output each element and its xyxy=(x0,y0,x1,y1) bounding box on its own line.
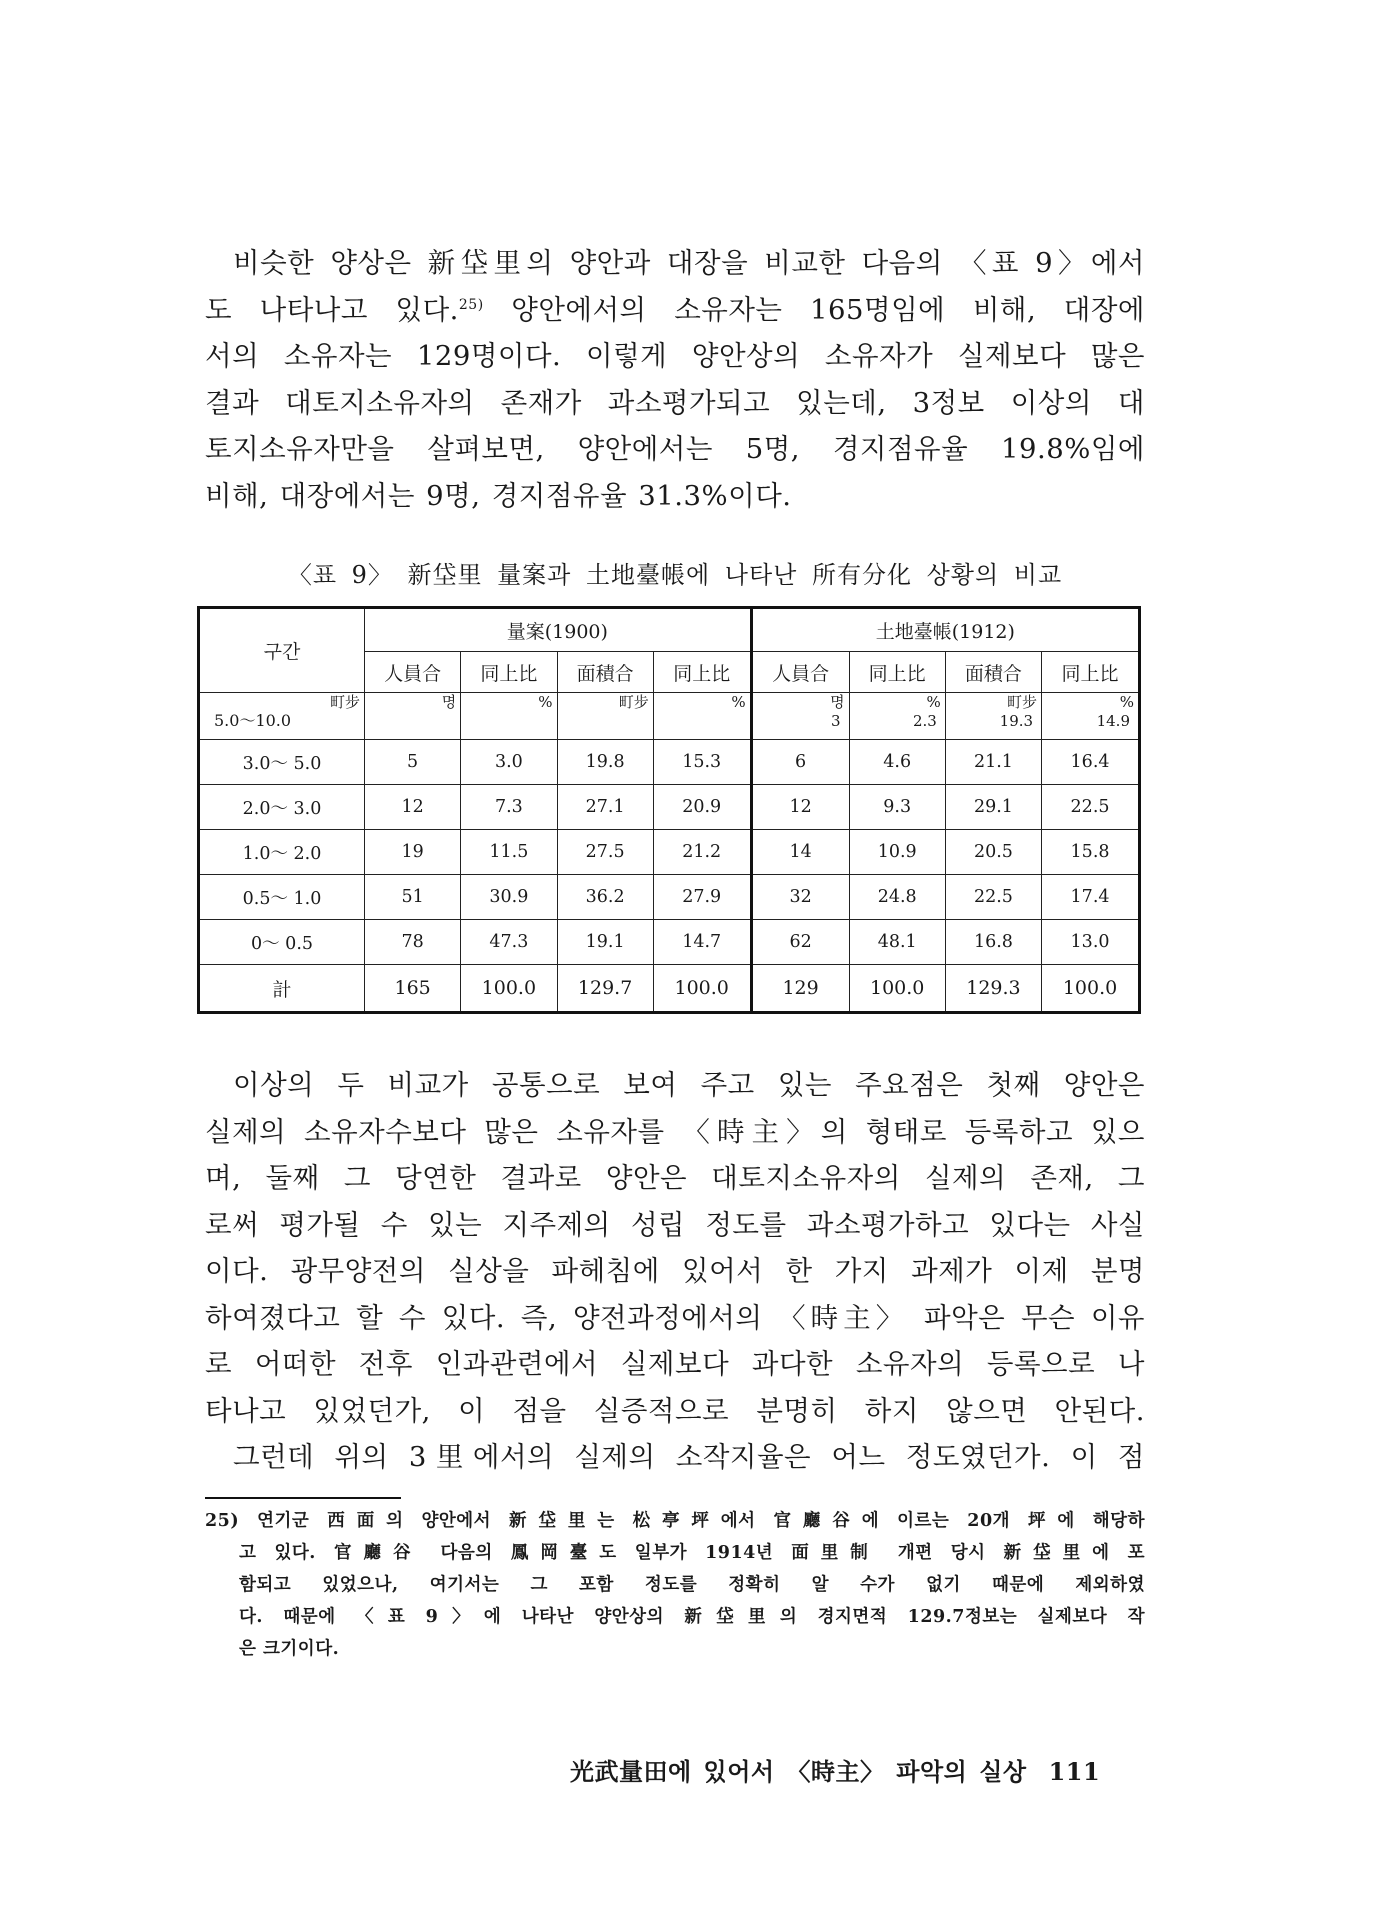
table-cell: 14 xyxy=(751,830,849,875)
table-cell: 20.5 xyxy=(945,830,1041,875)
table-cell: 100.0 xyxy=(461,965,557,1013)
table-cell: 19.1 xyxy=(557,920,653,965)
table-cell: 10.9 xyxy=(849,830,945,875)
table-cell: 17.4 xyxy=(1042,875,1140,920)
total-label: 計 xyxy=(199,965,365,1013)
text-line: 로 어떠한 전후 인과관련에서 실제보다 과다한 소유자의 등록으로 나 xyxy=(205,1348,1145,1380)
table-caption: 〈표 9〉 新垈里 量案과 土地臺帳에 나타난 所有分化 상황의 비교 xyxy=(287,561,1063,589)
value: 14.9 xyxy=(1096,712,1130,730)
table-row xyxy=(199,830,1140,875)
table-cell: 11.5 xyxy=(461,830,557,875)
table-cell: 20.9 xyxy=(653,785,751,830)
table-cell: 100.0 xyxy=(849,965,945,1013)
text-line: 서의 소유자는 129명이다. 이렇게 양안상의 소유자가 실제보다 많은 xyxy=(205,340,1145,372)
text-line: 비슷한 양상은 新垈里의 양안과 대장을 비교한 다음의 〈표 9〉에서 xyxy=(233,247,1145,279)
text-line: 그런데 위의 3里에서의 실제의 소작지율은 어느 정도였던가. 이 점 xyxy=(233,1441,1145,1473)
table-cell xyxy=(557,693,653,740)
table-cell: 16.4 xyxy=(1042,740,1140,785)
total-row xyxy=(199,965,1140,1013)
row-label: 0～ 0.5 xyxy=(199,920,365,965)
table-cell xyxy=(653,693,751,740)
table-cell: 24.8 xyxy=(849,875,945,920)
table-cell: 32 xyxy=(751,875,849,920)
footnote-line: 다. 때문에 〈표 9〉에 나타난 양안상의 新垈里의 경지면적 129.7정보는 실제보다 작 xyxy=(239,1606,1145,1627)
table-cell: 7.3 xyxy=(461,785,557,830)
unit: 명 xyxy=(830,693,845,711)
footnote-rule xyxy=(205,1497,401,1499)
table-cell xyxy=(461,693,557,740)
table-cell: 47.3 xyxy=(461,920,557,965)
table-cell: 19.8 xyxy=(557,740,653,785)
row-label: 1.0～ 2.0 xyxy=(199,830,365,875)
table-row xyxy=(199,693,1140,740)
value: 2.3 xyxy=(912,712,937,730)
table-cell: 30.9 xyxy=(461,875,557,920)
text-line xyxy=(205,287,1145,334)
text-line: 하여졌다고 할 수 있다. 즉, 양전과정에서의 〈時主〉 파악은 무슨 이유 xyxy=(205,1301,1145,1334)
table-row xyxy=(199,920,1140,965)
value: 3 xyxy=(831,712,841,730)
unit-label: 町步 xyxy=(329,693,360,711)
table-cell: 29.1 xyxy=(945,785,1041,830)
table-cell: 129 xyxy=(751,965,849,1013)
unit: 町步 xyxy=(1007,693,1038,711)
table-cell: 100.0 xyxy=(653,965,751,1013)
table-cell: 22.5 xyxy=(1042,785,1140,830)
row-label: 0.5～ 1.0 xyxy=(199,875,365,920)
table-cell: 21.2 xyxy=(653,830,751,875)
text-line: 토지소유자만을 살펴보면, 양안에서는 5명, 경지점유율 19.8%임에 xyxy=(205,433,1145,465)
text-line: 실제의 소유자수보다 많은 소유자를 〈時主〉의 형태로 등록하고 있으 xyxy=(205,1115,1145,1148)
text-line: 결과 대토지소유자의 존재가 과소평가되고 있는데, 3정보 이상의 대 xyxy=(205,386,1145,419)
subheader: 面積合 xyxy=(557,652,653,693)
footnote xyxy=(205,1505,1145,1665)
footnote-line: 고 있다. 官廳谷 다음의 鳳岡臺도 일부가 1914년 面里制 개편 당시 新垈里에 포 xyxy=(239,1542,1145,1563)
row-label: 3.0～ 5.0 xyxy=(199,740,365,785)
footnote-ref: 25) xyxy=(458,296,484,313)
table-cell: 27.5 xyxy=(557,830,653,875)
running-title: 光武量田에 있어서 〈時主〉 파악의 실상 xyxy=(570,1757,1027,1786)
table-cell: 129.3 xyxy=(945,965,1041,1013)
text-line: 이상의 두 비교가 공통으로 보여 주고 있는 주요점은 첫째 양안은 xyxy=(233,1069,1145,1101)
subheader: 同上比 xyxy=(653,652,751,693)
group-header-2: 土地臺帳(1912) xyxy=(751,608,1139,652)
table-cell: 27.1 xyxy=(557,785,653,830)
subheader: 人員合 xyxy=(365,652,461,693)
unit: 町步 xyxy=(618,693,649,711)
subheader: 同上比 xyxy=(849,652,945,693)
unit: % xyxy=(926,693,941,711)
text-line: 이다. 광무양전의 실상을 파헤침에 있어서 한 가지 과제가 이제 분명 xyxy=(205,1255,1145,1287)
table-cell: 9.3 xyxy=(849,785,945,830)
table-cell: 19 xyxy=(365,830,461,875)
footnote-line: 은 크기이다. xyxy=(239,1638,340,1659)
table-cell: 129.7 xyxy=(557,965,653,1013)
table-row xyxy=(199,785,1140,830)
group-header-1: 量案(1900) xyxy=(365,608,752,652)
table-cell xyxy=(945,693,1041,740)
page-content xyxy=(205,240,1145,1665)
table-cell: 16.8 xyxy=(945,920,1041,965)
paragraph-2 xyxy=(205,1062,1145,1481)
table-cell xyxy=(365,693,461,740)
subheader: 同上比 xyxy=(1042,652,1140,693)
table-corner: 구간 xyxy=(199,608,365,693)
text-segment: 도 나타나고 있다. xyxy=(205,293,459,326)
text-line: 타나고 있었던가, 이 점을 실증적으로 분명히 하지 않으면 안된다. xyxy=(205,1394,1145,1427)
row-label xyxy=(199,693,365,740)
text-line: 며, 둘째 그 당연한 결과로 양안은 대토지소유자의 실제의 존재, 그 xyxy=(205,1162,1145,1194)
table-cell: 5 xyxy=(365,740,461,785)
table-cell: 12 xyxy=(365,785,461,830)
footnote-line: 함되고 있었으나, 여기서는 그 포함 정도를 정확히 알 수가 없기 때문에 제외하였 xyxy=(239,1574,1145,1595)
table-cell: 6 xyxy=(751,740,849,785)
unit: % xyxy=(731,693,746,711)
table-cell: 51 xyxy=(365,875,461,920)
table-cell: 36.2 xyxy=(557,875,653,920)
subheader: 同上比 xyxy=(461,652,557,693)
text-segment: 양안에서의 소유자는 165명임에 비해, 대장에 xyxy=(511,293,1145,326)
table-cell xyxy=(1042,693,1140,740)
table-row xyxy=(199,740,1140,785)
table-cell: 100.0 xyxy=(1042,965,1140,1013)
table-cell: 78 xyxy=(365,920,461,965)
footnote-line: 25) 연기군 西面의 양안에서 新垈里는 松亭坪에서 官廳谷에 이르는 20개 坪에 해당하 xyxy=(205,1510,1145,1531)
table-row xyxy=(199,875,1140,920)
subheader: 人員合 xyxy=(751,652,849,693)
value: 19.3 xyxy=(999,712,1034,730)
comparison-table xyxy=(197,606,1141,1014)
table-cell: 3.0 xyxy=(461,740,557,785)
table-cell xyxy=(849,693,945,740)
table-cell: 15.8 xyxy=(1042,830,1140,875)
table-cell: 13.0 xyxy=(1042,920,1140,965)
table-cell: 4.6 xyxy=(849,740,945,785)
table-cell: 21.1 xyxy=(945,740,1041,785)
paragraph-1 xyxy=(205,240,1145,519)
unit: % xyxy=(1119,693,1134,711)
text-line: 비해, 대장에서는 9명, 경지점유율 31.3%이다. xyxy=(205,479,792,512)
table-cell: 22.5 xyxy=(945,875,1041,920)
subheader: 面積合 xyxy=(945,652,1041,693)
table-cell: 165 xyxy=(365,965,461,1013)
running-footer xyxy=(570,1752,1100,1787)
unit: % xyxy=(538,693,553,711)
unit: 명 xyxy=(441,693,457,711)
table-cell: 48.1 xyxy=(849,920,945,965)
table-cell xyxy=(751,693,849,740)
range-label: 5.0～10.0 xyxy=(214,711,292,730)
page-number: 111 xyxy=(1048,1757,1101,1786)
table-cell: 12 xyxy=(751,785,849,830)
table-cell: 15.3 xyxy=(653,740,751,785)
text-line: 로써 평가될 수 있는 지주제의 성립 정도를 과소평가하고 있다는 사실 xyxy=(205,1208,1145,1241)
row-label: 2.0～ 3.0 xyxy=(199,785,365,830)
table-cell: 14.7 xyxy=(653,920,751,965)
table-cell: 62 xyxy=(751,920,849,965)
table-cell: 27.9 xyxy=(653,875,751,920)
